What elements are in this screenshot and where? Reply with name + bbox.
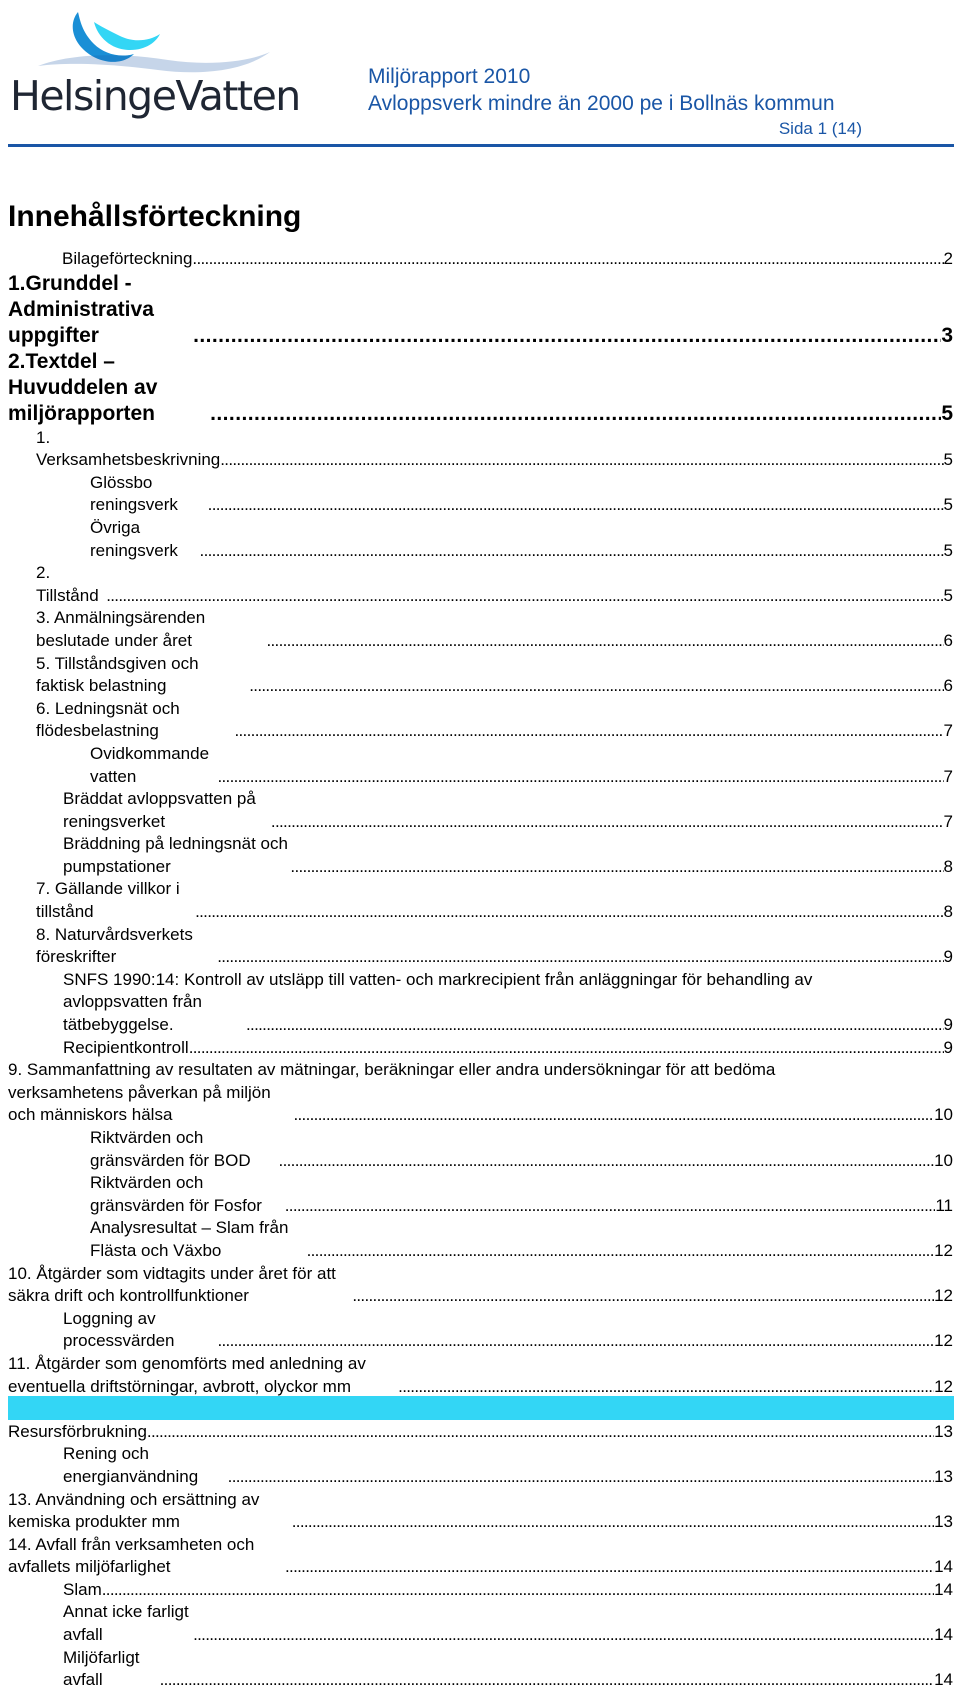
dot-leader	[210, 401, 941, 427]
toc-entry-miljofarligt-avfall[interactable]	[8, 1647, 953, 1692]
dot-leader	[195, 901, 943, 924]
toc-entry-label: Miljöfarligt avfall	[63, 1647, 140, 1690]
toc-entry-label: 8. Naturvårdsverkets föreskrifter	[36, 924, 193, 967]
toc-entry-label: Bräddat avloppsvatten på reningsverket	[63, 789, 256, 831]
toc-entry-label-continued: verksamhetens påverkan på miljön och människors hälsa	[8, 1082, 271, 1125]
toc-entry-page: 11	[935, 1195, 953, 1215]
dot-leader	[220, 449, 943, 472]
toc-entry-bilageforteckning[interactable]	[8, 248, 953, 271]
dot-leader	[200, 540, 944, 563]
dot-leader	[285, 1195, 936, 1218]
dot-leader	[189, 1037, 944, 1060]
dot-leader	[279, 1150, 935, 1173]
dot-leader	[271, 811, 944, 834]
toc-entry-continuation	[63, 991, 953, 1036]
dot-leader	[293, 1104, 934, 1127]
dot-leader	[249, 675, 943, 698]
toc-entry-page: 12	[934, 1240, 953, 1260]
toc-entry-label: Resursförbrukning	[8, 1421, 147, 1441]
toc-entry-page: 2	[943, 249, 953, 268]
toc-entry-label: 14. Avfall från verksamheten och avfallets miljöfarlighet	[8, 1534, 255, 1577]
toc-entry-recipientkontroll[interactable]	[8, 1037, 953, 1060]
toc-entry-riktvarden-bod[interactable]	[8, 1127, 953, 1172]
toc-entry-page: 5	[943, 540, 953, 560]
header-divider	[8, 144, 954, 147]
toc-entry-tillstand[interactable]	[8, 562, 953, 607]
toc-entry-page: 9	[943, 1037, 953, 1057]
toc-entry-naturvardsverkets-foreskrifter[interactable]	[8, 924, 953, 969]
toc-entry-label: 13. Användning och ersättning av kemiska produkter mm	[8, 1489, 260, 1532]
toc-entry-rening-energi[interactable]	[8, 1443, 953, 1488]
toc-entry-page: 14	[934, 1579, 953, 1599]
toc-entry-verksamhetsbeskrivning[interactable]	[8, 427, 953, 472]
toc-entry-page: 5	[943, 585, 953, 605]
toc-entry-annat-avfall[interactable]	[8, 1601, 953, 1646]
dot-leader	[246, 1014, 944, 1037]
dot-leader	[147, 1421, 934, 1444]
toc-entry-label: Analysresultat – Slam från Flästa och Växbo	[90, 1218, 289, 1260]
dot-leader	[228, 1466, 934, 1489]
toc-entry-page: 7	[943, 811, 953, 831]
toc-entry-label: 11. Åtgärder som genomförts med anledning av eventuella driftstörningar, avbrott, olyckor mm	[8, 1353, 366, 1396]
toc-entry-label: Slam	[63, 1579, 102, 1599]
toc-entry-label: 1.Grunddel - Administrativa uppgifter	[8, 271, 154, 347]
toc-entry-page: 6	[943, 630, 953, 650]
toc-entry-sammanfattning[interactable]	[8, 1059, 953, 1127]
dot-leader	[292, 1511, 934, 1534]
toc-entry-label: Övriga reningsverk	[90, 517, 178, 560]
toc-heading: Innehållsförteckning	[8, 200, 302, 233]
toc-entry-page: 13	[934, 1512, 953, 1532]
toc-entry-glossbo[interactable]	[8, 472, 953, 517]
toc-entry-label: 1. Verksamhetsbeskrivning	[36, 427, 221, 470]
toc-entry-page: 7	[943, 721, 953, 741]
toc-entry-analysresultat-slam[interactable]	[8, 1217, 953, 1262]
dot-leader	[307, 1240, 934, 1263]
toc-entry-atgarder-drift[interactable]	[8, 1263, 953, 1308]
dot-leader	[193, 1624, 934, 1647]
toc-entry-page: 13	[934, 1421, 953, 1441]
toc-entry-loggning[interactable]	[8, 1308, 953, 1353]
dot-leader	[208, 494, 944, 517]
helsingevatten-logo	[8, 4, 298, 134]
dot-leader	[192, 248, 943, 271]
dot-leader	[266, 630, 943, 653]
dot-leader	[398, 1376, 934, 1399]
toc-entry-avfall[interactable]	[8, 1534, 953, 1579]
toc-entry-label: 2.Textdel – Huvuddelen av miljörapporten	[8, 349, 158, 425]
dot-leader	[193, 323, 941, 349]
toc-entry-page: 9	[943, 947, 953, 967]
document-header	[368, 63, 835, 117]
toc-entry-label: SNFS 1990:14: Kontroll av utsläpp till vatten- och markrecipient från anläggningar för behandling av	[63, 969, 813, 989]
toc-entry-label: 9. Sammanfattning av resultaten av mätningar, beräkningar eller andra undersökningar för att bedöma	[8, 1060, 776, 1080]
toc-entry-page: 5	[943, 495, 953, 515]
toc-entry-slam[interactable]	[8, 1579, 953, 1602]
toc-entry-riktvarden-fosfor[interactable]	[8, 1172, 953, 1217]
toc-entry-page: 10	[934, 1105, 953, 1125]
toc-entry-label: Glössbo reningsverk	[90, 472, 178, 515]
toc-entry-page: 5	[941, 401, 953, 425]
toc-entry-page: 7	[943, 766, 953, 786]
toc-entry-label: Riktvärden och gränsvärden för BOD	[90, 1128, 251, 1170]
toc-entry-ovriga-reningsverk[interactable]	[8, 517, 953, 562]
toc-entry-kemiska-produkter[interactable]	[8, 1489, 953, 1534]
toc-entry-page: 3	[941, 323, 953, 347]
toc-entry-page: 5	[943, 450, 953, 470]
dot-leader	[290, 856, 943, 879]
dot-leader	[285, 1556, 934, 1579]
toc-entry-label: Annat icke farligt avfall	[63, 1602, 189, 1645]
toc-entry-page: 12	[934, 1376, 953, 1396]
toc-entry-page: 8	[943, 902, 953, 922]
toc-entry-page: 12	[934, 1286, 953, 1306]
toc-entry-label-continued: avloppsvatten från tätbebyggelse.	[63, 992, 202, 1035]
toc-entry-snfs-1990-14[interactable]	[8, 969, 953, 1037]
toc-entry-braddat-avloppsvatten[interactable]	[8, 788, 953, 833]
report-title: Miljörapport 2010	[368, 65, 531, 88]
toc-entry-ledningsnat[interactable]	[8, 698, 953, 743]
footer-bar	[8, 1396, 954, 1420]
toc-entry-page: 13	[934, 1466, 953, 1486]
toc-entry-grunddel[interactable]	[8, 271, 953, 349]
toc-entry-label: 3. Anmälningsärenden beslutade under året	[36, 608, 206, 650]
dot-leader	[217, 946, 943, 969]
dot-leader	[217, 766, 943, 789]
toc-entry-label: Ovidkommande vatten	[90, 743, 210, 786]
dot-leader	[234, 720, 943, 743]
toc-entry-page: 14	[934, 1670, 953, 1690]
toc-entry-page: 8	[943, 856, 953, 876]
toc-entry-label: Bilageförteckning	[62, 249, 193, 268]
toc-entry-page: 10	[934, 1150, 953, 1170]
toc-entry-label: 5. Tillståndsgiven och faktisk belastning	[36, 653, 199, 696]
toc-entry-anmalningsarenden[interactable]	[8, 607, 953, 652]
toc-entry-label: Riktvärden och gränsvärden för Fosfor	[90, 1173, 262, 1215]
toc-entry-label: Recipientkontroll	[63, 1037, 189, 1057]
toc-entry-gallande-villkor[interactable]	[8, 878, 953, 923]
toc-entry-label: Bräddning på ledningsnät och pumpstationer	[63, 834, 288, 876]
page-number: Sida 1 (14)	[778, 119, 862, 138]
table-of-contents	[8, 248, 953, 1692]
toc-entry-page: 9	[943, 1015, 953, 1035]
toc-entry-label: 6. Ledningsnät och flödesbelastning	[36, 698, 180, 741]
dot-leader	[352, 1285, 934, 1308]
dot-leader	[106, 585, 943, 608]
toc-entry-label: 7. Gällande villkor i tillstånd	[36, 879, 180, 922]
toc-entry-page: 14	[934, 1625, 953, 1645]
logo-wordmark: HelsingeVatten	[10, 72, 300, 120]
toc-entry-textdel[interactable]	[8, 349, 953, 427]
toc-entry-continuation	[8, 1082, 953, 1127]
toc-entry-belastning[interactable]	[8, 653, 953, 698]
toc-entry-page: 14	[934, 1557, 953, 1577]
toc-entry-label: 10. Åtgärder som vidtagits under året för att säkra drift och kontrollfunktioner	[8, 1263, 336, 1306]
dot-leader	[102, 1579, 934, 1602]
dot-leader	[217, 1330, 934, 1353]
toc-entry-label: Rening och energianvändning	[63, 1444, 199, 1486]
report-subtitle: Avloppsverk mindre än 2000 pe i Bollnäs kommun	[368, 92, 835, 115]
toc-entry-label: Loggning av processvärden	[63, 1308, 175, 1351]
toc-entry-ovidkommande-vatten[interactable]	[8, 743, 953, 788]
toc-entry-atgarder-driftstorningar[interactable]	[8, 1353, 953, 1398]
wave-bird-icon	[8, 4, 298, 79]
toc-entry-braddning-ledningsnat[interactable]	[8, 833, 953, 878]
toc-entry-page: 6	[943, 676, 953, 696]
dot-leader	[160, 1669, 934, 1692]
toc-entry-label: 2. Tillstånd	[36, 563, 99, 605]
toc-entry-page: 12	[934, 1331, 953, 1351]
